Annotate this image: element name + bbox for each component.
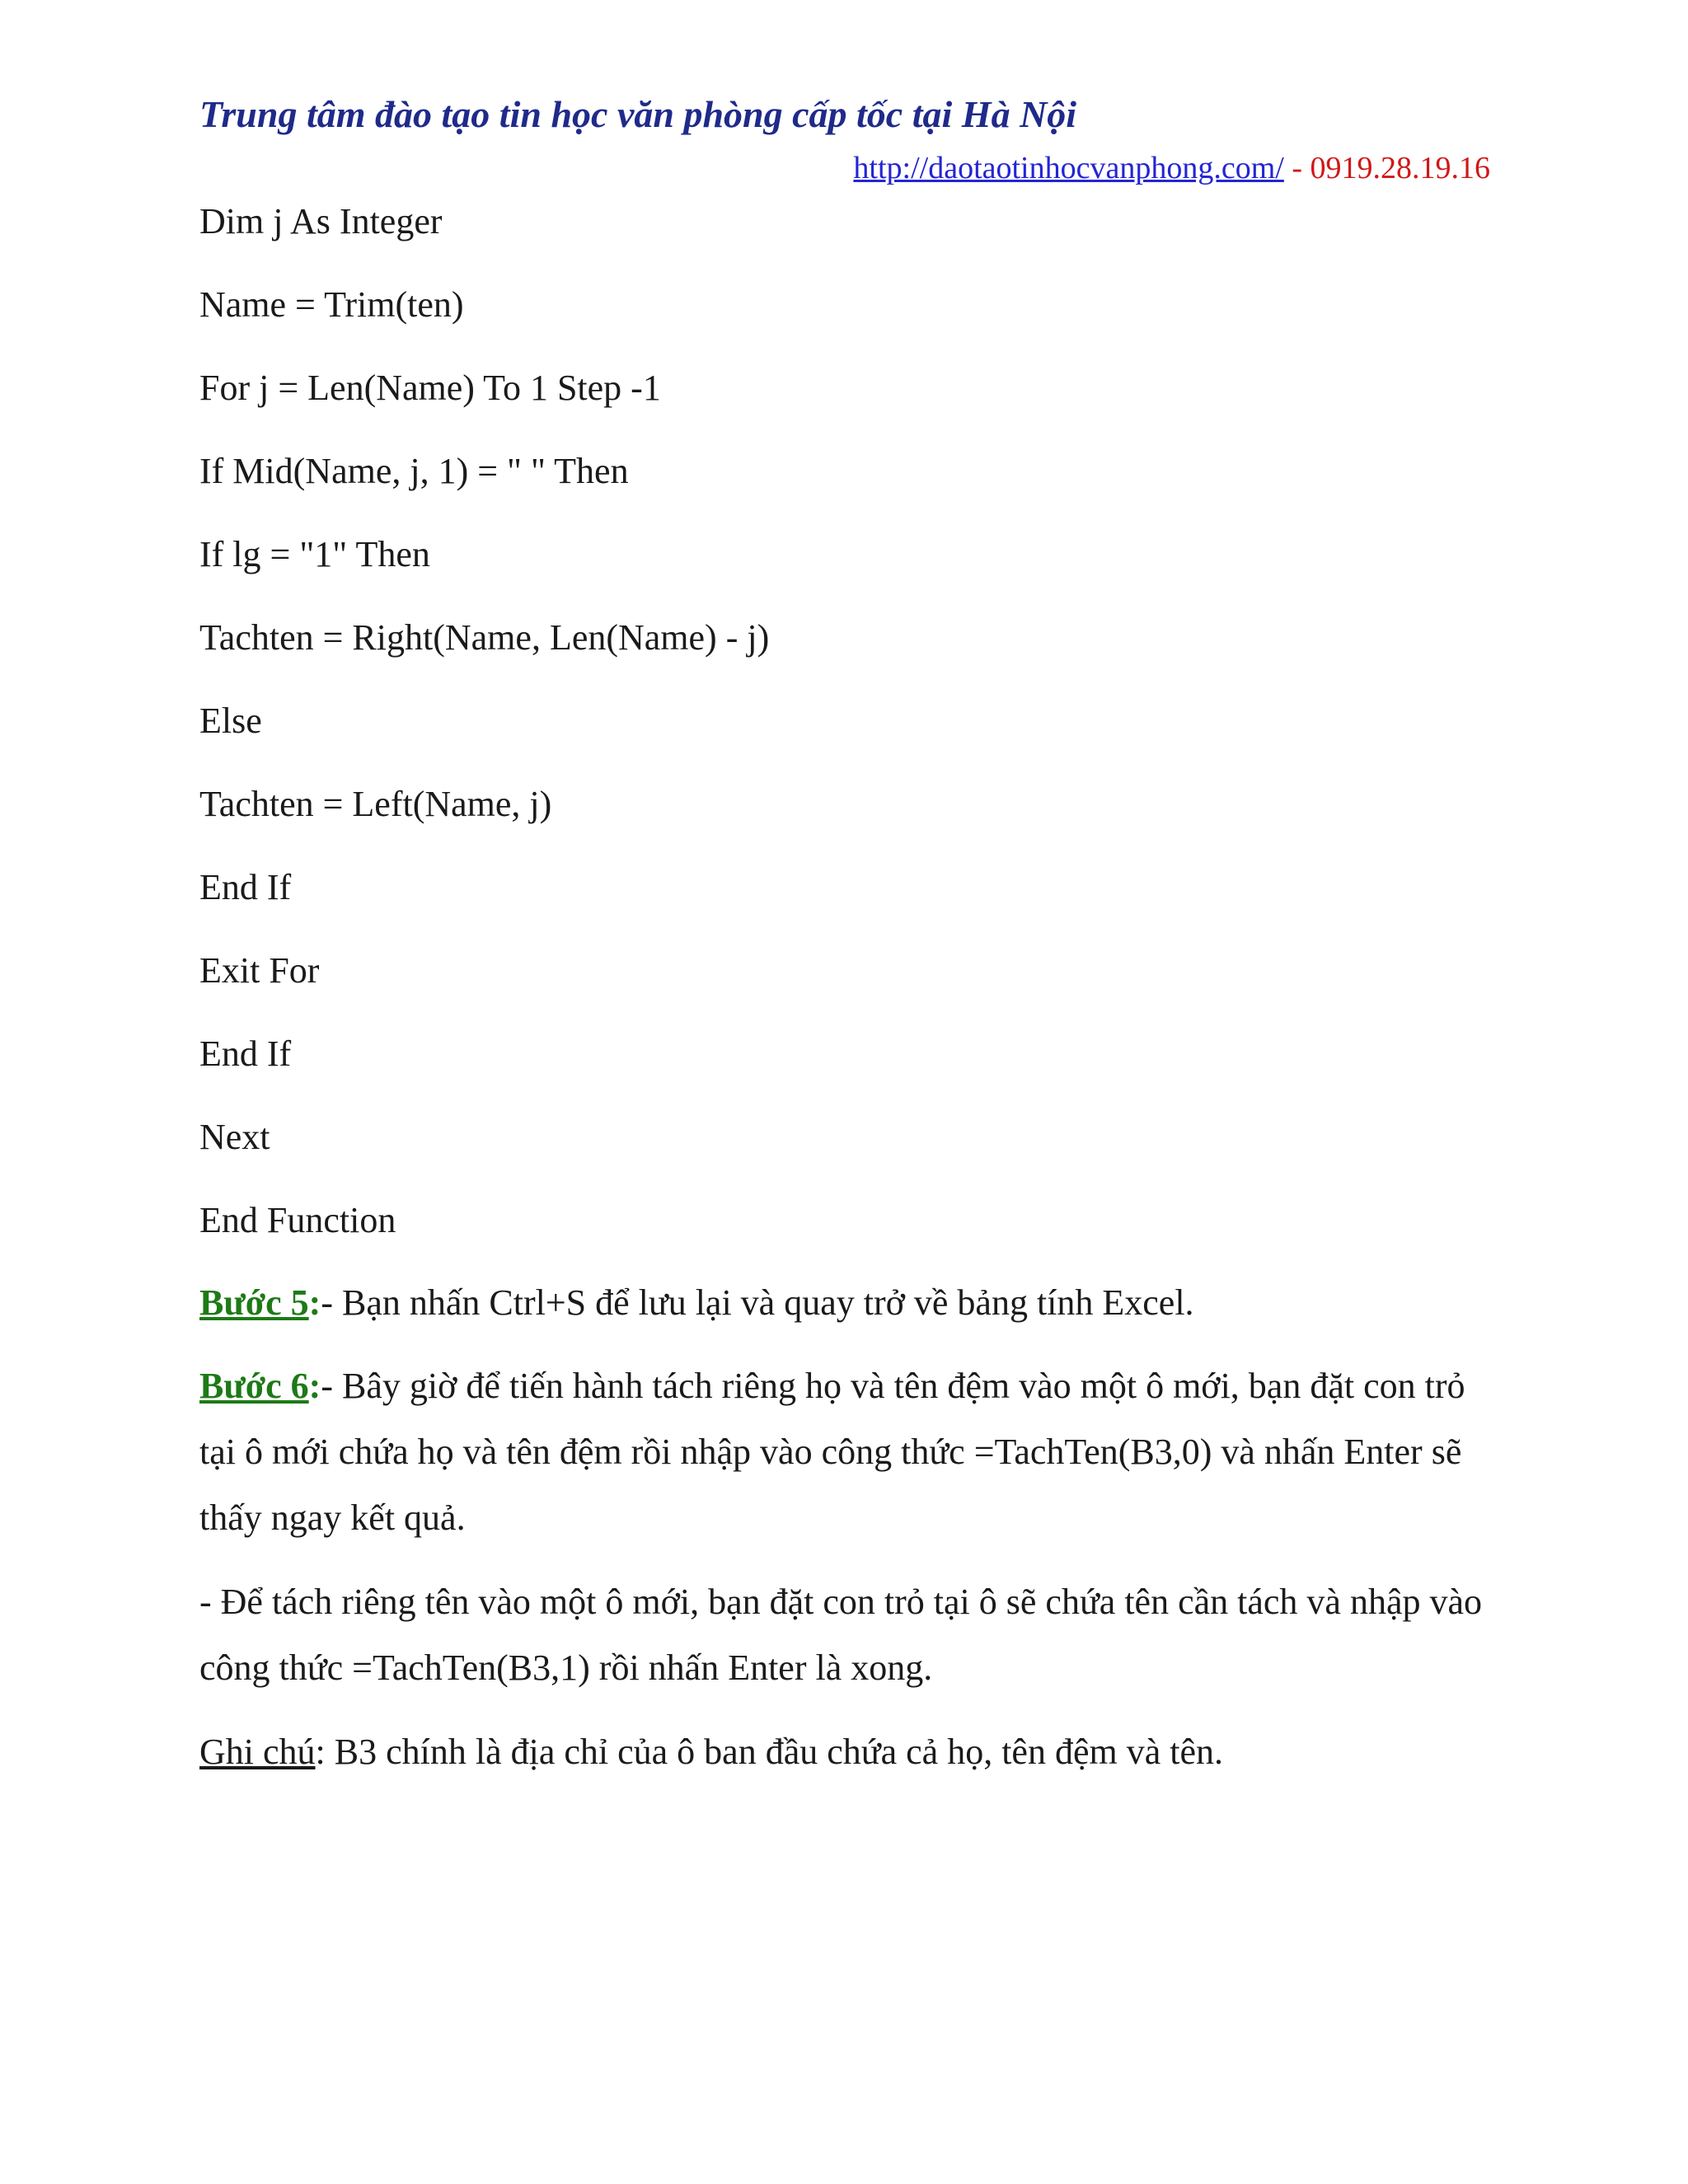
step6-paragraph [199, 1353, 1502, 1551]
step5-text: - Bạn nhấn Ctrl+S để lưu lại và quay trở về bảng tính Excel. [321, 1282, 1194, 1323]
step5-paragraph [199, 1270, 1502, 1336]
phone-number: 0919.28.19.16 [1310, 151, 1490, 185]
note-paragraph [199, 1719, 1502, 1785]
code-line: Exit For [199, 950, 320, 991]
note-text: : B3 chính là địa chỉ của ô ban đầu chứa cả họ, tên đệm và tên. [315, 1732, 1223, 1772]
code-line: End If [199, 1033, 292, 1074]
header-separator: - [1283, 151, 1311, 185]
code-line: Dim j As Integer [199, 201, 443, 241]
website-link[interactable]: http://daotaotinhocvanphong.com/ [853, 151, 1284, 185]
code-line: Tachten = Left(Name, j) [199, 784, 552, 824]
step5-label: Bước 5 [199, 1282, 309, 1323]
code-line: If Mid(Name, j, 1) = " " Then [199, 451, 629, 491]
code-line: Name = Trim(ten) [199, 284, 464, 325]
code-line: For j = Len(Name) To 1 Step -1 [199, 368, 661, 408]
code-line: If lg = "1" Then [199, 534, 430, 574]
step5-colon: : [308, 1282, 321, 1323]
step6b-paragraph [199, 1569, 1502, 1701]
code-line: Else [199, 701, 262, 741]
code-line: Next [199, 1117, 270, 1157]
step6-colon: : [308, 1366, 321, 1406]
step6b-text: - Để tách riêng tên vào một ô mới, bạn đặt con trỏ tại ô sẽ chứa tên cần tách và nhập vào công thức =TachTen(B3,1) rồi nhấn Enter là xong. [199, 1582, 1483, 1688]
note-label: Ghi chú [199, 1732, 316, 1772]
step6-label: Bước 6 [199, 1366, 309, 1406]
step6-text: - Bây giờ để tiến hành tách riêng họ và tên đệm vào một ô mới, bạn đặt con trỏ tại ô mới chứa họ và tên đệm rồi nhập vào công thức =TachTen(B3,0) và nhấn Enter sẽ thấy ngay kết quả. [199, 1366, 1465, 1538]
code-line: End Function [199, 1200, 396, 1240]
code-line: Tachten = Right(Name, Len(Name) - j) [199, 617, 770, 658]
header-title: Trung tâm đào tạo tin học văn phòng cấp tốc tại Hà Nội [199, 93, 1077, 135]
header-contact [853, 150, 1490, 186]
code-line: End If [199, 867, 292, 907]
